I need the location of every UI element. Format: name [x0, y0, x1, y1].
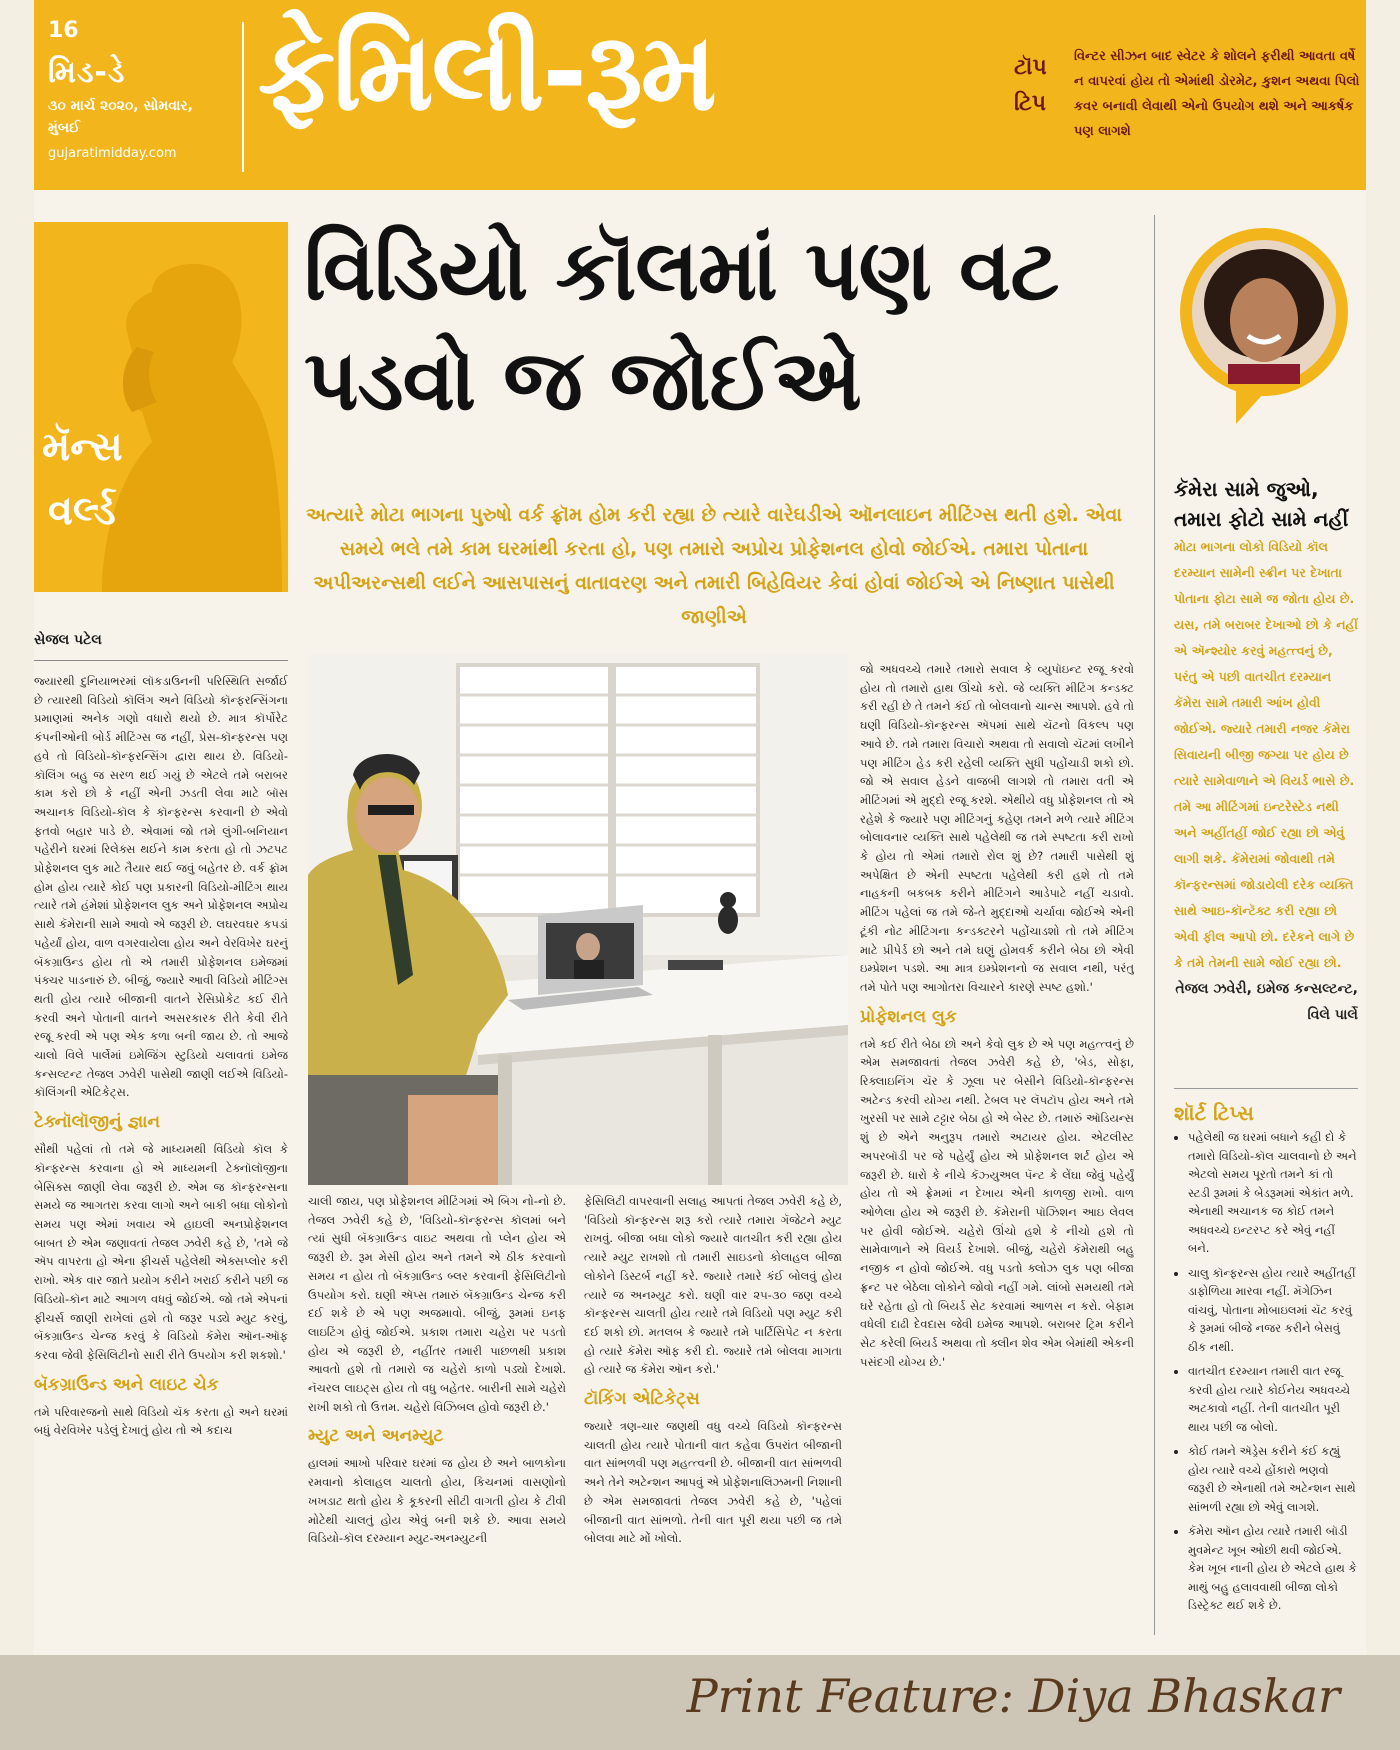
top-tip-text: વિન્ટર સીઝન બાદ સ્વેટર કે શોલને ફરીથી આવતા વર્ષે ન વાપરવાં હોય તો એમાંથી ડોરમેટ, કુશન અથવા પિલો કવર બનાવી લેવાથી એનો ઉપયોગ થશે અને આકર્ષક પણ લાગશે	[1074, 49, 1360, 139]
top-tip-label: ટૉપ ટિપ	[1014, 55, 1047, 116]
print-credit: Print Feature: Diya Bhaskar	[686, 1669, 1340, 1723]
subhead-mute-unmute: મ્યુટ અને અનમ્યુટ	[308, 1426, 444, 1447]
tip-item: • કૅમેરા ઑન હોય ત્યારે તમારી બૉડી મુવમેન્ટ ખૂબ ઓછી થવી જોઈએ. કેમ ખૂબ નાની હોય છે એટલે હાથ કે માથું બહુ હલાવવાથી બીજા લોકો ડિસ્ટ્રેક્ટ થઈ શકે છે.	[1188, 1522, 1358, 1615]
masthead	[34, 0, 1366, 190]
standfirst: અત્યારે મોટા ભાગના પુરુષો વર્ક ફ્રૉમ હોમ કરી રહ્યા છે ત્યારે વારેઘડીએ ઑનલાઇન મીટિંગ્સ થતી હશે. એવા સમયે ભલે તમે કામ ઘરમાંથી કરતા હો, પણ તમારો અપ્રોચ પ્રોફેશનલ હોવો જોઈએ. તમારા પોતાના અપીઅરન્સથી લઈને આસપાસનું વાતાવરણ અને તમારી બિહેવિયર કેવાં હોવાં જોઈએ એ નિષ્ણાત પાસેથી જાણીએ	[306, 504, 1122, 628]
mute-paragraph: હાલમાં આખો પરિવાર ઘરમાં જ હોય છે અને બાળકોના રમવાનો કોલાહલ ચાલતો હોય, કિચનમાં વાસણોનો ખખડાટ થતો હોય કે કૂકરની સીટી વાગતી હોય કે ટીવી મોટેથી ચાલતું હોય એવું બની શકે છે. આવા સમયે વિડિયો-કૉલ દરમ્યાન મ્યુટ-અનમ્યુટની	[308, 1456, 566, 1546]
brand-name: મિડ-ડે	[48, 55, 126, 90]
quote-text: મોટા ભાગના લોકો વિડિયો કૉલ દરમ્યાન સામેની સ્ક્રીન પર દેખાતા પોતાના ફોટા સામે જ જોતા હોય છે. યસ, તમે બરાબર દેખાઓ છો કે નહીં એ ઍન્શ્યોર કરવું મહત્ત્વનું છે, પરંતુ એ પછી વાતચીત દરમ્યાન કૅમેરા સામે તમારી આંખ હોવી જોઈએ. જ્યારે તમારી નજર કૅમેરા સિવાયની બીજી જગ્યા પર હોય છે ત્યારે સામેવાળાને એ વિયર્ડ ભાસે છે. તમે આ મીટિંગમાં ઇન્ટરેસ્ટેડ નથી અને અહીંતહીં જોઈ રહ્યા છો એવું લાગી શકે. કૅમેરામાં જોવાથી તમે કૉન્ફરન્સમાં જોડાયેલી દરેક વ્યક્તિ સાથે આઇ-કૉન્ટૅક્ટ કરી રહ્યા છો એવી ફીલ આપો છો. દરેકને લાગે છે કે તમે તેમની સામે જોઈ રહ્યા છો.	[1174, 539, 1359, 970]
quote-box	[1174, 474, 1358, 1028]
column-2	[308, 1192, 566, 1655]
man-on-video-call-photo	[308, 655, 848, 1185]
background-paragraph: તમે પરિવારજનો સાથે વિડિયો ચૅક કરતા હો અને ઘરમાં બધું વેરવિખેર પડેલું દેખાતું હોય તો એ કદાચ	[34, 1404, 288, 1438]
intro-paragraph: જ્યારથી દુનિયાભરમાં લૉકડાઉનની પરિસ્થિતિ સર્જાઈ છે ત્યારથી વિડિયો કૉલિંગ અને વિડિયો કૉન્ફરન્સિંગના પ્રમાણમાં અનેક ગણો વધારો થયો છે. માત્ર કૉર્પોરેટ કંપનીઓની બોર્ડ મીટિંગ્સ જ નહીં, પ્રેસ-કૉન્ફરન્સ પણ હવે તો વિડિયો-કૉન્ફરન્સિંગ દ્વારા થાય છે. વિડિયો-કૉલિંગ બહુ જ સરળ થઈ ગયું છે એટલે તમે બરાબર કામ કરો છો કે નહીં એની ઝડતી લેવા માટે બૉસ અચાનક વિડિયો-કૉલ કે કૉન્ફરન્સ કરવાની છે એવો ફતવો બહાર પાડે છે. એવામાં જો તમે લુંગી-બનિયાન પહેરીને ઘરમાં રિલેક્સ થઈને કામ કરતા હો તો ઝટપટ પ્રોફેશનલ લુક માટે તૈયાર થઈ જવું બહેતર છે. વર્ક ફ્રૉમ હોમ હોય ત્યારે કોઈ પણ પ્રકારની વિડિયો-મીટિંગ થાય ત્યારે તમે હંમેશાં પ્રોફેશનલ લુક અને પ્રોફેશનલ અપ્રોચ સાથે કૅમેરાની સામે આવો એ જરૂરી છે. લઘરવઘર કપડાં પહેર્યાં હોય, વાળ વગરવાયેલા હોય અને વેરવિખેર ઘરનું બૅકગ્રાઉન્ડ હોય તો એ તમારી પ્રોફેશનલ ઇમેજમાં પંક્ચર પાડનારું છે. બીજું, જ્યારે આવી વિડિયો મીટિંગ્સ થતી હોય ત્યારે બીજાની વાતને રેસિપ્રોકેટ કઈ રીતે કરવી અને પોતાની વાતને અસરકારક રીતે કેવી રીતે રજૂ કરવી એ પણ એક કળા બની જાય છે. તો આજે ચાલો વિલે પાર્લેમાં ઇમેજિંગ સ્ટુડિયો ચલાવતાં ઇમેજ કન્સલ્ટન્ટ તેજલ ઝવેરી પાસેથી જાણી લઈએ વિડિયો-કૉલિંગની એટિકેટ્સ.	[34, 674, 288, 1100]
quote-heading: કૅમેરા સામે જુઓ, તમારા ફોટો સામે નહીં	[1174, 477, 1349, 531]
subhead-background: બૅકગ્રાઉન્ડ અને લાઇટ ચેક	[34, 1374, 219, 1395]
column-3	[584, 1192, 842, 1655]
byline-rule	[34, 660, 288, 661]
section-title: ફેમિલી-રૂમ	[258, 10, 715, 135]
subhead-talking-etiquettes: ટૉકિંગ એટિકેટ્સ	[584, 1389, 700, 1410]
mens-world-section-box	[34, 222, 288, 592]
talking-paragraph: જ્યારે ત્રણ-ચાર જણથી વધુ વચ્ચે વિડિયો કૉન્ફરન્સ ચાલતી હોય ત્યારે પોતાની વાત કહેવા ઉપરાંત બીજાની વાત સાંભળવી પણ મહત્ત્વની છે. બીજાની વાત સાંભળવી અને તેને અટેન્શન આપવું એ પ્રોફેશનાલિઝમની નિશાની છે એમ સમજાવતાં તેજલ ઝવેરી કહે છે, 'પહેલાં બીજાની વાત સાંભળો. તેની વાત પૂરી થયા પછી જ તમે બોલવા માટે મોં ખોલો.	[584, 1419, 842, 1546]
tips-list	[1174, 1128, 1358, 1615]
issue-date: ૩૦ માર્ચ ૨૦૨૦, સોમવાર, મુંબઈ	[48, 98, 193, 136]
expert-portrait	[1176, 224, 1352, 466]
article-photo	[308, 655, 848, 1185]
column-4	[860, 660, 1134, 1655]
headline: વિડિયો કૉલમાં પણ વટ પડવો જ જોઈએ	[304, 221, 1059, 429]
masthead-divider	[242, 22, 244, 172]
subhead-technology: ટેક્નૉલૉજીનું જ્ઞાન	[34, 1112, 161, 1133]
tip-item: • પહેલેથી જ ઘરમાં બધાને કહી દો કે તમારો વિડિયો-કૉલ ચાલવાનો છે અને એટલો સમય પૂરતો તમને કાં તો સ્ટડી રૂમમાં કે બેડરૂમમાં એકાંત મળે. એનાથી અચાનક જ કોઈ તમને અધવચ્ચે ઇન્ટરપ્ટ કરે એવું નહીં બને.	[1188, 1128, 1358, 1258]
technology-paragraph: સૌથી પહેલાં તો તમે જે માધ્યમથી વિડિયો કૉલ કે કૉન્ફરન્સ કરવાના હો એ માધ્યમની ટેક્નૉલૉજીના બેસિક્સ જાણી લેવા જરૂરી છે. એમ જ કૉન્ફરન્સના સમયે જ આગતરા કરવા લાગો અને બાકી બધા લોકોનો સમય પણ એમાં ખવાય એ હાઇલી અનપ્રોફેશનલ બાબત છે એમ જણાવતાં તેજલ ઝવેરી કહે છે, 'તમે જે ઍપ વાપરતા હો એના ફીચર્સ પહેલેથી એક્સપ્લોર કરી રાખો. એક વાર જાતે પ્રયોગ કરીને ખરાઈ કરીને પછી જ વિડિયો-કૉન માટે આગળ વધવું જોઈએ. જો તમે એપનાં ફીચર્સ જાણી રાખેલાં હશે તો જરૂર પડ્યે મ્યુટ કરવું, બૅકગ્રાઉન્ડ ચેન્જ કરવું કે વિડિયો કૅમેરા ઑન-ઑફ કરવા જેવી ફેસિલિટીનો સારી રીતે ઉપયોગ કરી શકશો.'	[34, 1142, 288, 1362]
sidebar-divider	[1154, 215, 1155, 1635]
section-label-line1: મૅન્સ	[42, 424, 123, 470]
quote-attribution: તેજલ ઝવેરી, ઇમેજ કન્સલ્ટન્ટ, વિલે પાર્લે	[1175, 981, 1358, 1023]
section-label-line2: વર્લ્ડ	[48, 488, 116, 534]
mute-continued-paragraph: ફેસિલિટી વાપરવાની સલાહ આપતાં તેજલ ઝવેરી કહે છે, 'વિડિયો કૉન્ફરન્સ શરૂ કરો ત્યારે તમારા ગૅજેટને મ્યુટ રાખવું. બીજા બધા લોકો જ્યારે વાતચીત કરી રહ્યા હોય ત્યારે મ્યુટ રાખશો તો તમારી સાઇડનો કોલાહલ બીજા લોકોને ડિસ્ટર્બ નહીં કરે. જ્યારે તમારે કંઈ બોલવું હોય ત્યારે જ અનમ્યુટ કરો. ઘણી વાર ૨૫-૩૦ જણ વચ્ચે કૉન્ફરન્સ ચાલતી હોય ત્યારે તમે વિડિયો પણ મ્યુટ કરી દઈ શકો છો. મતલબ કે જ્યારે તમે પાર્ટિસિપેટ ન કરતા હો ત્યારે કૅમેરા ઑફ કરી દો. જ્યારે તમે બોલવા માગતા હો ત્યારે જ કૅમેરા ઑન કરો.'	[584, 1194, 842, 1377]
page-number: 16	[48, 18, 79, 43]
footer-band	[0, 1655, 1400, 1750]
background-continued-paragraph: ચાલી જાય, પણ પ્રોફેશનલ મીટિંગમાં એ બિગ નો-નો છે. તેજલ ઝવેરી કહે છે, 'વિડિયો-કૉન્ફરન્સ કૉલમાં બને ત્યાં સુધી બૅકગ્રાઉન્ડ વાઇટ અથવા તો પ્લેન હોય એ જરૂરી છે. રૂમ મેસી હોય અને તમને એ ઠીક કરવાનો સમય ન હોય તો બૅકગ્રાઉન્ડ બ્લર કરવાની ફેસિલિટીનો ઉપયોગ કરો. ઘણી ઍપ્સ તમારું બૅકગ્રાઉન્ડ ચેન્જ કરી દઈ શકે છે એ પણ અજમાવો. બીજું, રૂમમાં ઇનફ લાઇટિંગ હોવું જોઈએ. પ્રકાશ તમારા ચહેરા પર પડતો હોય એ જરૂરી છે, નહીંતર તમારી પાછળથી પ્રકાશ આવતો હશે તો તમારો જ ચહેરો કાળો પડ્યો દેખાશે. નૅચરલ લાઇટ્સ હોય તો વધુ બહેતર. બારીની સામે ચહેરો રાખી શકો તો ઉત્તમ. ચહેરો વિઝિબલ હોવો જરૂરી છે.'	[308, 1194, 566, 1414]
tip-item: • વાતચીત દરમ્યાન તમારી વાત રજૂ કરવી હોય ત્યારે કોઈનેય અધવચ્ચે અટકાવો નહીં. તેની વાતચીત પૂરી થાય પછી જ બોલો.	[1188, 1362, 1358, 1436]
newspaper-page	[34, 0, 1366, 1655]
sidebar-rule	[1174, 1088, 1358, 1089]
author-byline: સેજલ પટેલ	[34, 632, 102, 648]
website-link[interactable]: gujaratimidday.com	[48, 146, 177, 161]
talking-continued-paragraph: જો અધવચ્ચે તમારે તમારો સવાલ કે વ્યુપૉઇન્ટ રજૂ કરવો હોય તો તમારો હાથ ઊંચો કરો. જે વ્યક્તિ મીટિંગ કન્ડક્ટ કરી રહી છે તે તમને કંઈ તો બોલવાનો ચાન્સ આપશે. હવે તો ઘણી વિડિયો-કૉન્ફરન્સ ઍપમાં સાથે ચૅટનો વિકલ્પ પણ આવે છે. તમે તમારા વિચારો અથવા તો સવાલો ચૅટમાં લખીને પણ મીટિંગ હેડ કરી રહેલી વ્યક્તિ સુધી પહોંચાડી શકો છો. જો એ સવાલ હેડને વાજબી લાગશે તો તમારા વતી એ મીટિંગમાં એ મુદ્દો રજૂ કરશે. એથીયે વધુ પ્રોફેશનલ તો એ રહેશે કે જ્યારે પણ મીટિંગનું કહેણ તમને મળે ત્યારે મીટિંગ બોલાવનાર વ્યક્તિ સાથે પહેલેથી જ તમે સ્પષ્ટતા કરી રાખો કે હોય તો એમાં તમારો રોલ શું છે? તમારી પાસેથી શું અપેક્ષિત છે એની સ્પષ્ટતા પહેલેથી કરી હશે તો તમે નાહકની બકબક કરીને મીટિંગને આડેપાટે નહીં ચડાવો. મીટિંગ પહેલાં જ તમે જે-તે મુદ્દાઓ ચર્ચાવા જોઈએ એની ટૂંકી નોટ મીટિંગના કન્ડક્ટરને પહોંચાડશો તો તમે મીટિંગ માટે પ્રીપેર્ડ છો અને તમે ઘણું હોમવર્ક કરીને બેઠા છો એવી ઇમ્પ્રેશન પડશે. આ માત્ર ઇમ્પ્રેશનનો જ સવાલ નથી, પરંતુ તમે પોતે પણ આગોતરા વિચારને કારણે સ્પષ્ટ હશો.'	[860, 662, 1134, 994]
subhead-professional-look: પ્રોફેશનલ લુક	[860, 1006, 957, 1027]
short-tips-box	[1174, 1098, 1358, 1621]
short-tips-heading: શૉર્ટ ટિપ્સ	[1174, 1101, 1254, 1125]
tip-item: • કોઈ તમને ઍડ્રેસ કરીને કંઈ કહ્યું હોય ત્યારે વચ્ચે હોંકારો ભણવો જરૂરી છે એનાથી તમે અટેન્શન સાથે સાંભળી રહ્યા છો એવું લાગશે.	[1188, 1442, 1358, 1516]
look-paragraph: તમે કઈ રીતે બેઠા છો અને કેવો લુક છે એ પણ મહત્ત્વનું છે એમ સમજાવતાં તેજલ ઝવેરી કહે છે, 'બેડ, સોફા, રિક્લાઇનિંગ ચૅર કે ઝૂલા પર બેસીને વિડિયો-કૉન્ફરન્સ અટેન્ડ કરવી યોગ્ય નથી. ટેબલ પર લૅપટૉપ હોય અને તમે ખુરસી પર સામે ટટ્ટાર બેઠા હો એ બેસ્ટ છે. તમારું ઑડિયન્સ શું છે એને અનુરૂપ તમારો અટાયર હોય. એટલીસ્ટ અપરબૉડી પર જે પહેર્યું હોય એ પ્રોફેશનલ શર્ટ હોય એ જરૂરી છે. ધારો કે નીચે કૅઝ્યુઅલ પૅન્ટ કે લેંઘા જેવું પહેર્યું હોય તો એ ફ્રેમમાં ન દેખાય એની કાળજી રાખો. વાળ ઓળેલા હોય એ જરૂરી છે. કૅમેરાની પૉઝિશન આઇ લેવલ પર હોવી જોઈએ. ચહેરો ઊંચો હશે કે નીચો હશે તો સામેવાળાને એ વિયર્ડ દેખાશે. બીજું, ચહેરો કૅમેરાથી બહુ નજીક ન હોવો જોઈએ. વધુ પડતો ક્લોઝ લુક પણ બીજા ફ્રન્ટ પર બેઠેલા લોકોને જોવો નહીં ગમે. લાંબો સમયથી તમે ઘરે રહેતા હો તો બિયર્ડ સેટ કરવામાં આળસ ન કરો. બેફામ વધેલી દાઢી દેવદાસ જેવી ઇમેજ આપશે. બરાબર ટ્રિમ કરીને સેટ કરેલી બિયર્ડ અથવા તો ક્લીન શેવ એમ બેમાંથી એકની પસંદગી યોગ્ય છે.'	[860, 1036, 1134, 1369]
tip-item: • ચાલુ કૉન્ફરન્સ હોય ત્યારે અહીંતહીં ડાફોળિયા મારવા નહીં. મૅગેઝિન વાંચવું, પોતાના મોબાઇલમાં ચૅટ કરવું કે રૂમમાં બીજે નજર કરીને બેસવું ઠીક નથી.	[1188, 1264, 1358, 1357]
column-1	[34, 672, 288, 1655]
